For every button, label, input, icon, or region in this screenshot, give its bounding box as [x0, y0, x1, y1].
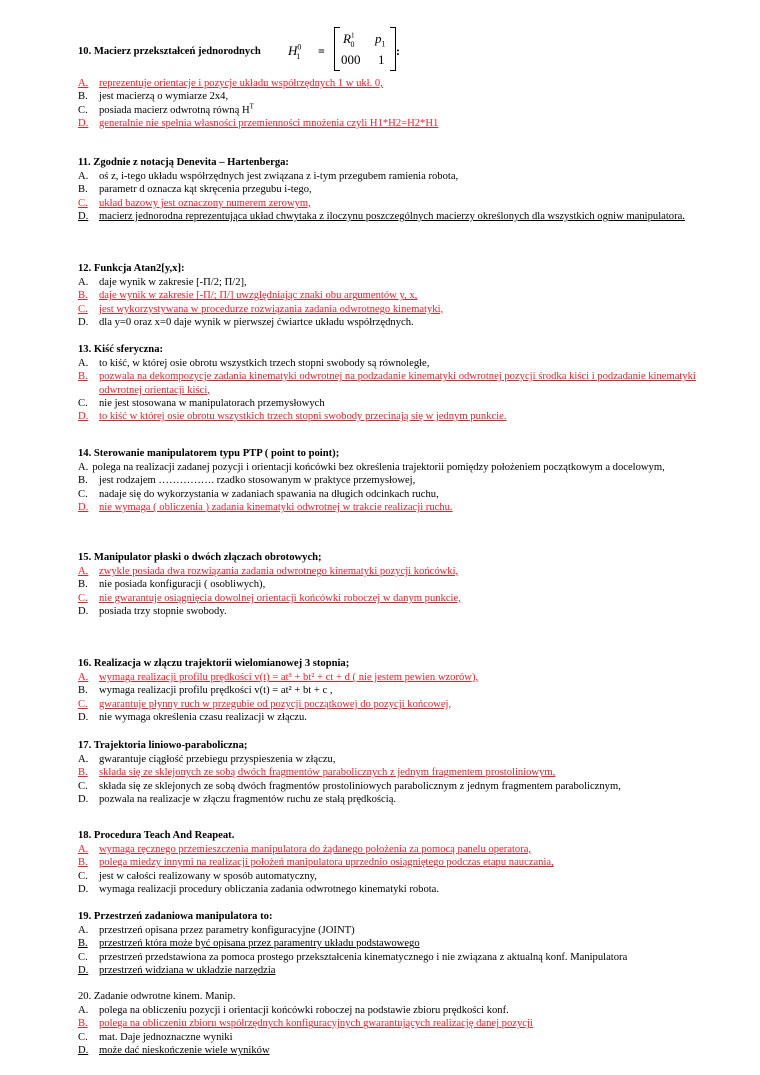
answer-text: polega na obliczeniu zbioru współrzędnych konfiguracyjnych gwarantujących realizację danej pozycji — [99, 1018, 533, 1030]
question-title: 19. Przestrzeń zadaniowa manipulatora to: — [78, 911, 273, 922]
answer-letter: D. — [78, 117, 89, 129]
answer-text: daje wynik w zakresie [-Π/; Π/] uwzględniając znaki obu argumentów y, x, — [99, 290, 418, 302]
answer-a — [78, 170, 698, 183]
answer-letter: D. — [78, 605, 89, 617]
answer-text: A. polega na realizacji zadanej pozycji i orientacji końcówki bez określenia trajektorii pomiędzy położeniem początkowym a docelowym, — [78, 462, 665, 473]
answer-text: składa się ze sklejonych ze sobą dwóch fragmentów parabolicznych z jednym fragmentem prostoliniowym, — [99, 767, 556, 779]
question-title: 17. Trajektoria liniowo-paraboliczna; — [78, 740, 248, 751]
answer-text: polega miedzy innymi na realizacji położeń manipulatora uprzednio osiągniętego podczas etapu nauczania, — [99, 857, 554, 869]
answer-text: reprezentuje orientacje i pozycje układu współrzędnych 1 w ukł. 0, — [99, 78, 383, 89]
matrix-one: 1 — [378, 52, 385, 67]
answer-letter: B. — [78, 685, 88, 697]
answer-letter: A. — [78, 358, 89, 369]
answer-letter: D. — [78, 883, 89, 895]
answer-letter: A. — [78, 171, 89, 182]
answer-d — [78, 964, 698, 977]
answer-letter: A. — [78, 1005, 89, 1016]
answer-text: nie jest stosowana w manipulatorach przemysłowych — [99, 397, 325, 409]
answer-letter: A. — [78, 925, 89, 936]
answer-text: dla y=0 oraz x=0 daje wynik w pierwszej ćwiartce układu współrzędnych. — [99, 316, 414, 328]
answer-text: może dać nieskończenie wiele wyników — [99, 1044, 270, 1056]
answer-d — [78, 501, 698, 514]
answer-text: wymaga realizacji procedury obliczania zadania odwrotnego kinematyki robota. — [99, 883, 440, 895]
answer-b — [78, 90, 698, 103]
answer-a — [78, 461, 698, 474]
answer-c — [78, 397, 698, 410]
answer-text: przestrzeń opisana przez parametry konfiguracyjne (JOINT) — [99, 925, 355, 936]
answer-letter: C. — [78, 592, 88, 604]
answer-letter: A. — [78, 672, 89, 683]
question-18 — [78, 829, 698, 896]
question-title: 10. Macierz przekształceń jednorodnych — [78, 46, 261, 57]
question-15 — [78, 551, 698, 618]
answer-letter: D. — [78, 1044, 89, 1056]
answer-letter: D. — [78, 411, 89, 423]
answer-text: przestrzeń widziana w układzie narzędzia — [99, 964, 276, 976]
answer-text: gwarantuje ciągłość przebiegu przyspieszenia w złączu, — [99, 754, 336, 765]
question-title: 14. Sterowanie manipulatorem typu PTP ( point to point); — [78, 448, 340, 459]
answer-letter: C. — [78, 1031, 88, 1043]
matrix-symbol: $H^0_1$ — [288, 42, 302, 61]
answer-c — [78, 488, 698, 501]
answer-letter: A. — [78, 462, 89, 473]
answer-text: wymaga realizacji profilu prędkości v(t) = at² + bt + c , — [99, 685, 333, 697]
answer-d — [78, 316, 698, 329]
answer-letter: C. — [78, 197, 88, 209]
answer-letter: A. — [78, 78, 89, 89]
answer-d — [78, 1044, 698, 1057]
answer-letter: B. — [78, 475, 88, 487]
question-12 — [78, 262, 698, 329]
answer-d — [78, 117, 698, 130]
answer-text: polega na obliczeniu pozycji i orientacji końcówki roboczej na podstawie zbioru prędkości konf. — [99, 1005, 509, 1016]
question-title: 16. Realizacja w złączu trajektorii wielomianowej 3 stopnia; — [78, 658, 350, 669]
answer-a — [78, 357, 698, 370]
answer-text: jest rodzajem ……………. rzadko stosowanym w praktyce przemysłowej, — [99, 475, 416, 487]
answer-letter: B. — [78, 857, 88, 869]
answer-d — [78, 793, 698, 806]
answer-letter: C. — [78, 104, 88, 116]
answer-text: pozwala na realizacje w złączu fragmentów ruchu ze stałą prędkością. — [99, 793, 397, 805]
answer-letter: C. — [78, 951, 88, 963]
answer-b — [78, 766, 698, 779]
answer-letter: D. — [78, 964, 89, 976]
question-16 — [78, 657, 698, 724]
answer-b — [78, 684, 698, 697]
answer-text: wymaga realizacji profilu prędkości v(t) = at³ + bt² + ct + d ( nie jestem pewien wzorów), — [99, 672, 479, 683]
answer-text: składa się ze sklejonych ze sobą dwóch fragmentów prostoliniowych parabolicznym z jednym fragmentem parabolicznym, — [99, 780, 621, 792]
answer-text: posiada trzy stopnie swobody. — [99, 605, 227, 617]
answer-text: wymaga ręcznego przemieszczenia manipulatora do żądanego położenia za pomocą panelu operatora, — [99, 844, 532, 855]
answer-text: posiada macierz odwrotną równą $H^T$ — [99, 102, 254, 116]
answer-a — [78, 276, 698, 289]
answer-b — [78, 578, 698, 591]
answer-b — [78, 937, 698, 950]
question-title: 15. Manipulator płaski o dwóch złączach obrotowych; — [78, 552, 322, 563]
answer-text: nie wymaga określenia czasu realizacji w złączu. — [99, 711, 307, 723]
answer-c — [78, 870, 698, 883]
answer-c — [78, 303, 698, 316]
answer-a — [78, 671, 698, 684]
answer-letter: C. — [78, 488, 88, 500]
answer-letter: B. — [78, 184, 88, 196]
answer-letter: C. — [78, 397, 88, 409]
answer-text: oś z, i-tego układu współrzędnych jest związana z i-tym przegubem ramienia robota, — [99, 171, 459, 182]
answer-d — [78, 210, 698, 223]
question-20 — [78, 990, 698, 1057]
answer-c — [78, 104, 698, 117]
answer-c — [78, 698, 698, 711]
answer-c — [78, 592, 698, 605]
answer-b — [78, 183, 698, 196]
answer-b — [78, 856, 698, 869]
matrix-p: $p_1$ — [375, 31, 386, 49]
answer-d — [78, 605, 698, 618]
answer-letter: C. — [78, 870, 88, 882]
answer-text: nie wymaga ( obliczenia ) zadania kinematyki odwrotnej w trakcie realizacji ruchu. — [99, 501, 453, 513]
answer-c — [78, 197, 698, 210]
answer-text: jest w całości realizowany w sposób automatyczny, — [99, 870, 317, 882]
answer-letter: D. — [78, 316, 89, 328]
answer-letter: B. — [78, 579, 88, 591]
question-11 — [78, 156, 698, 223]
question-13 — [78, 343, 698, 423]
answer-a — [78, 843, 698, 856]
answer-text: nie gwarantuje osiągnięcia dowolnej orientacji końcówki roboczej w danym punkcie, — [99, 592, 461, 604]
answer-c — [78, 1031, 698, 1044]
answer-a — [78, 77, 698, 90]
question-title: 13. Kiść sferyczna: — [78, 344, 164, 355]
answer-text: przestrzeń przedstawiona za pomoca prostego przekształcenia kinematycznego i nie związana z aktualną konf. Manipulatora — [99, 951, 628, 963]
matrix-zeros: 000 — [341, 52, 361, 67]
answer-b — [78, 1017, 698, 1030]
answer-d — [78, 711, 698, 724]
answer-text: pozwala na dekompozycje zadania kinematyki odwrotnej na podzadanie kinematyki odwrotnej pozycji środka kiści i podzadanie kinematyki odwrotnej orientacji kiści, — [99, 371, 696, 396]
answer-letter: C. — [78, 698, 88, 710]
answer-text: parametr d oznacza kąt skręcenia przegubu i-tego, — [99, 184, 312, 196]
answer-b — [78, 370, 698, 397]
answer-text: daje wynik w zakresie [-Π/2; Π/2], — [99, 277, 247, 288]
answer-text: układ bazowy jest oznaczony numerem zerowym, — [99, 197, 311, 209]
answer-letter: A. — [78, 277, 89, 288]
answer-text: generalnie nie spełnia własności przemienności mnożenia czyli H1*H2=H2*H1 — [99, 117, 439, 129]
answer-b — [78, 474, 698, 487]
answer-text: jest macierzą o wymiarze 2x4, — [99, 91, 229, 103]
answer-letter: B. — [78, 290, 88, 302]
question-title: 11. Zgodnie z notacją Denevita – Hartenberga: — [78, 157, 289, 168]
answer-text: macierz jednorodna reprezentująca układ chwytaka z iloczynu poszczególnych macierzy określonych dla wszystkich ogniw manipulatora. — [99, 210, 685, 222]
answer-letter: D. — [78, 793, 89, 805]
answer-a — [78, 1004, 698, 1017]
answer-letter: B. — [78, 938, 88, 950]
question-19 — [78, 910, 698, 977]
question-14 — [78, 447, 698, 514]
answer-letter: B. — [78, 91, 88, 103]
question-title: 18. Procedura Teach And Reapeat. — [78, 830, 235, 841]
answer-letter: A. — [78, 566, 89, 577]
question-17 — [78, 739, 698, 806]
answer-letter: B. — [78, 767, 88, 779]
question-title: 12. Funkcja Atan2[y,x]: — [78, 263, 185, 274]
answer-a — [78, 924, 698, 937]
answer-text: to kiść w której osie obrotu wszystkich trzech stopni swobody przecinają się w jednym punkcie. — [99, 411, 507, 423]
answer-text: przestrzeń która może być opisana przez paramentry układu podstawowego — [99, 938, 420, 950]
answer-text: nie posiada konfiguracji ( osobliwych), — [99, 579, 266, 591]
matrix-r: $R^1_0$ — [343, 31, 355, 49]
answer-letter: A. — [78, 844, 89, 855]
answer-text: mat. Daje jednoznaczne wyniki — [99, 1031, 233, 1043]
answer-letter: B. — [78, 1018, 88, 1030]
matrix-equals: = — [318, 44, 325, 58]
answer-d — [78, 883, 698, 896]
matrix-colon: : — [396, 44, 400, 58]
answer-a — [78, 565, 698, 578]
answer-b — [78, 289, 698, 302]
answer-text: zwykle posiada dwa rozwiązania zadania odwrotnego kinematyki pozycji końcówki, — [99, 566, 459, 577]
answer-text: gwarantuje płynny ruch w przegubie od pozycji początkowej do pozycji końcowej, — [99, 698, 452, 710]
question-10 — [78, 42, 698, 130]
answer-letter: A. — [78, 754, 89, 765]
answer-letter: D. — [78, 501, 89, 513]
answer-letter: D. — [78, 711, 89, 723]
answer-c — [78, 780, 698, 793]
answer-d — [78, 410, 698, 423]
answer-text: to kiść, w której osie obrotu wszystkich trzech stopni swobody są równoległe, — [99, 358, 430, 369]
answer-letter: C. — [78, 780, 88, 792]
answer-letter: D. — [78, 210, 89, 222]
answer-text: nadaje się do wykorzystania w zadaniach spawania na długich odcinkach ruchu, — [99, 488, 439, 500]
answer-a — [78, 753, 698, 766]
answer-letter: C. — [78, 303, 88, 315]
answer-text: jest wykorzystywana w procedurze rozwiązania zadania odwrotnego kinematyki, — [99, 303, 444, 315]
answer-letter: B. — [78, 371, 88, 383]
question-title: 20. Zadanie odwrotne kinem. Manip. — [78, 991, 236, 1002]
answer-c — [78, 951, 698, 964]
